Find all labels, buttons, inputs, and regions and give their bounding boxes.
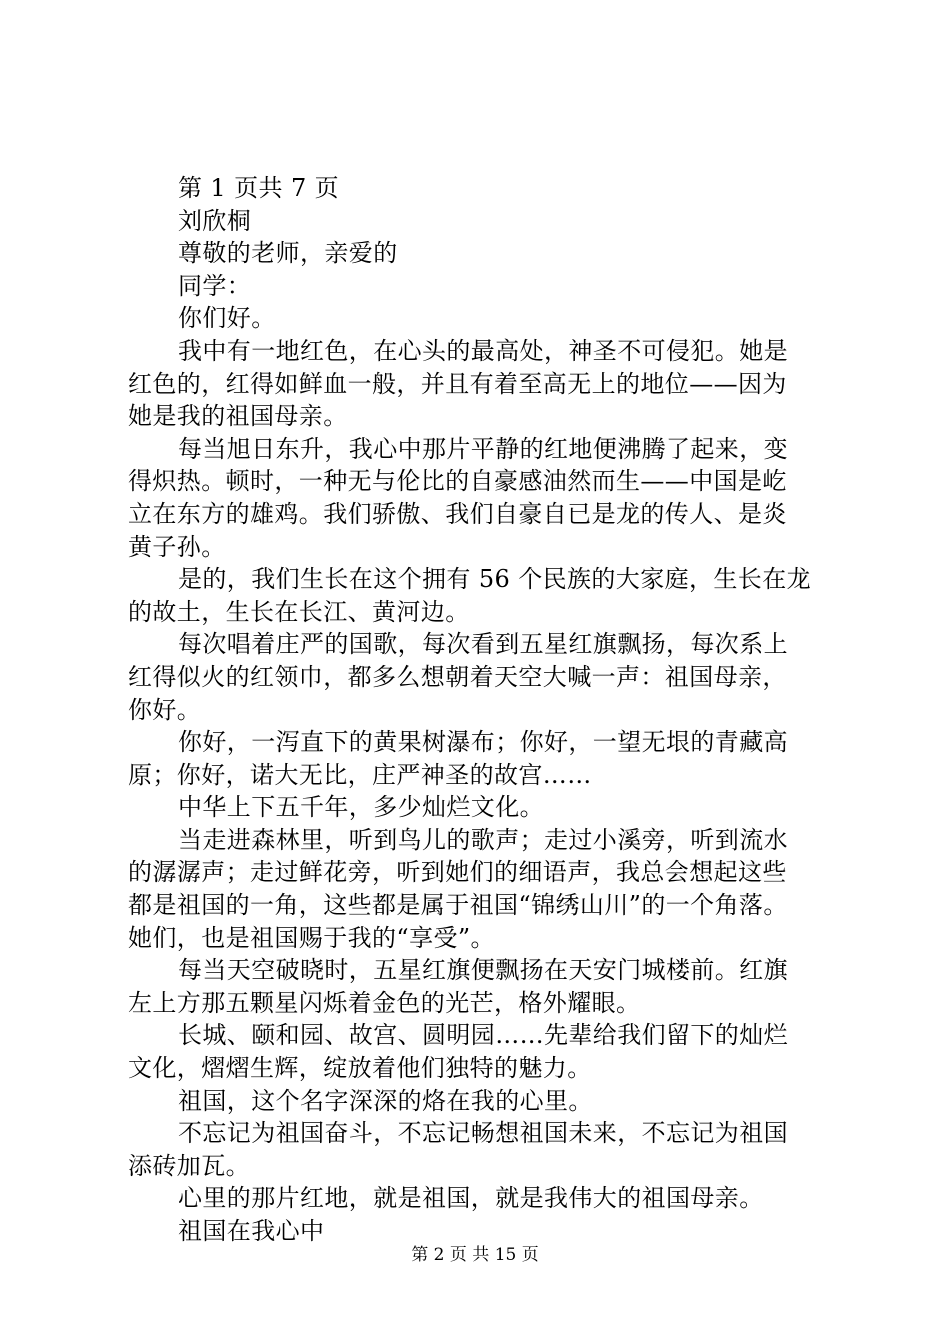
body-line: 她是我的祖国母亲。	[128, 402, 348, 431]
body-line: 添砖加瓦。	[128, 1151, 250, 1180]
body-line: 每当旭日东升，我心中那片平静的红地便沸腾了起来，变	[178, 434, 788, 463]
body-line: 你好，一泻直下的黄果树瀑布；你好，一望无垠的青藏高	[178, 728, 788, 757]
body-line: 都是祖国的一角，这些都是属于祖国“锦绣山川”的一个角落。	[128, 891, 788, 920]
body-line: 每次唱着庄严的国歌，每次看到五星红旗飘扬，每次系上	[178, 630, 788, 659]
body-line: 长城、颐和园、故宫、圆明园……先辈给我们留下的灿烂	[178, 1021, 788, 1050]
body-line: 中华上下五千年，多少灿烂文化。	[178, 793, 544, 822]
body-line: 我中有一地红色，在心头的最高处，神圣不可侵犯。她是	[178, 336, 788, 365]
body-line: 的故土，生长在长江、黄河边。	[128, 597, 470, 626]
body-line: 是的，我们生长在这个拥有 56 个民族的大家庭，生长在龙	[178, 565, 811, 594]
page-footer: 第 2 页 共 15 页	[411, 1245, 539, 1265]
body-line: 左上方那五颗星闪烁着金色的光芒，格外耀眼。	[128, 988, 641, 1017]
body-line: 文化，熠熠生辉，绽放着他们独特的魅力。	[128, 1054, 592, 1083]
body-line: 当走进森林里，听到鸟儿的歌声；走过小溪旁，听到流水	[178, 825, 788, 854]
body-line: 祖国，这个名字深深的烙在我的心里。	[178, 1086, 593, 1115]
body-line: 你们好。	[178, 304, 276, 333]
body-line: 的潺潺声；走过鲜花旁，听到她们的细语声，我总会想起这些	[128, 858, 787, 887]
body-line: 刘欣桐	[178, 206, 252, 235]
body-line: 立在东方的雄鸡。我们骄傲、我们自豪自已是龙的传人、是炎	[128, 499, 787, 528]
body-line: 黄子孙。	[128, 532, 226, 561]
body-line: 红色的，红得如鲜血一般，并且有着至高无上的地位——因为	[128, 369, 787, 398]
body-line: 红得似火的红领巾，都多么想朝着天空大喊一声：祖国母亲，	[128, 662, 787, 691]
body-line: 不忘记为祖国奋斗，不忘记畅想祖国未来，不忘记为祖国	[178, 1119, 788, 1148]
body-line: 祖国在我心中	[178, 1217, 325, 1245]
body-line: 心里的那片红地，就是祖国，就是我伟大的祖国母亲。	[178, 1184, 764, 1213]
body-line: 同学：	[178, 271, 252, 300]
body-line: 原；你好，诺大无比，庄严神圣的故宫……	[128, 760, 592, 789]
body-line: 得炽热。顿时，一种无与伦比的自豪感油然而生——中国是屹	[128, 467, 787, 496]
body-line: 每当天空破晓时，五星红旗便飘扬在天安门城楼前。红旗	[178, 956, 788, 985]
body-line: 尊敬的老师，亲爱的	[178, 239, 398, 268]
body-line: 她们，也是祖国赐于我的“享受”。	[128, 923, 495, 952]
body-line: 第 1 页共 7 页	[178, 174, 340, 202]
body-line: 你好。	[128, 695, 202, 724]
document-body	[128, 172, 840, 1248]
